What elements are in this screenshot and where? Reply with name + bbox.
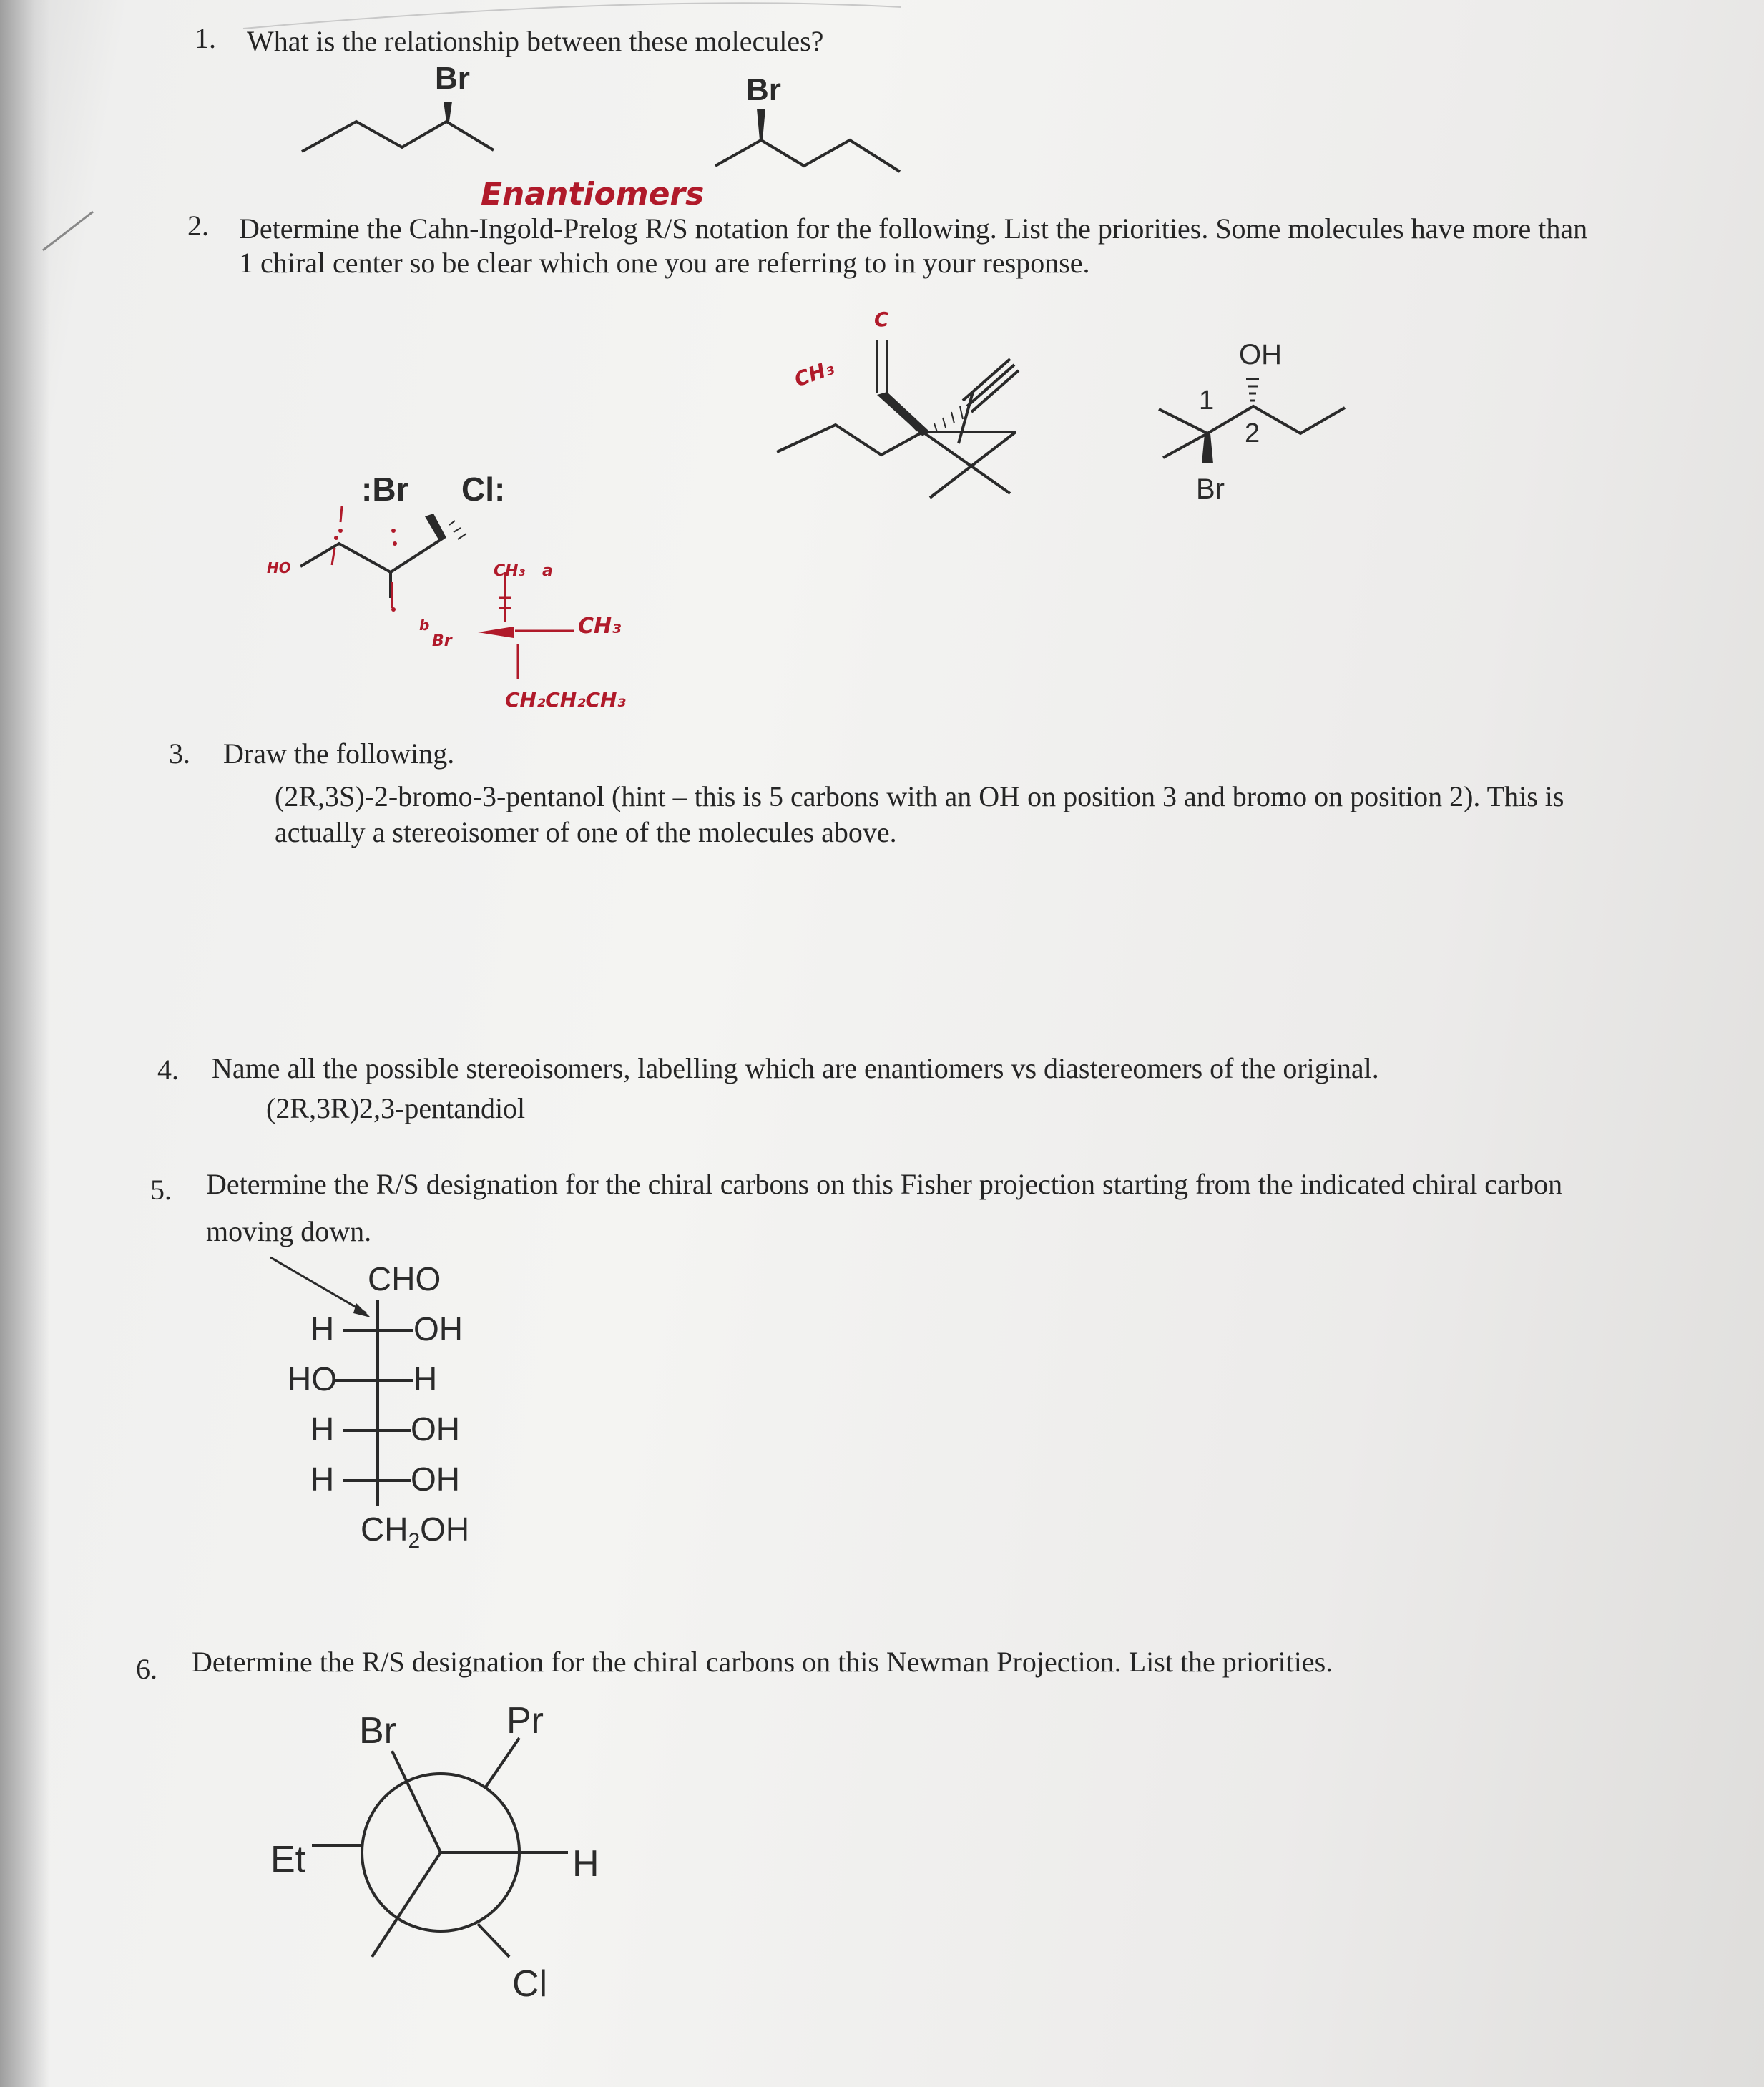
q2-mol1-br-small: Br bbox=[432, 632, 452, 650]
q3-text: Draw the following. bbox=[223, 737, 455, 770]
fischer-row2-right: H bbox=[413, 1360, 438, 1398]
q2-molecule-3 bbox=[1159, 379, 1345, 463]
fischer-indicator-arrow bbox=[353, 1303, 371, 1317]
fischer-projection bbox=[270, 1257, 413, 1506]
q1-mol2-br: Br bbox=[746, 72, 781, 107]
q3-number: 3. bbox=[169, 737, 190, 770]
q2-mol1-ho-label: HO bbox=[267, 559, 291, 576]
newman-pr: Pr bbox=[506, 1700, 544, 1742]
newman-et: Et bbox=[270, 1839, 306, 1880]
q1-molecule-1 bbox=[302, 102, 494, 152]
newman-cl: Cl bbox=[512, 1963, 548, 2005]
q3-line2: actually a stereoisomer of one of the molecules above. bbox=[275, 816, 897, 848]
q4-sub: (2R,3R)2,3-pentandiol bbox=[266, 1092, 526, 1124]
q1-answer-handwritten: Enantiomers bbox=[481, 176, 705, 212]
q1-mol1-br: Br bbox=[435, 61, 470, 96]
q1-text: What is the relationship between these molecules? bbox=[247, 25, 824, 57]
q2-mol1-ch3-label: CH₃ bbox=[494, 562, 526, 580]
q1-number: 1. bbox=[195, 22, 216, 54]
fischer-top: CHO bbox=[368, 1260, 441, 1297]
q2-mol1-b-label: b bbox=[419, 617, 430, 634]
q6-number: 6. bbox=[136, 1653, 157, 1685]
fischer-bottom: $CH_2OH$ bbox=[361, 1511, 470, 1553]
fischer-row4-left: H bbox=[310, 1460, 335, 1498]
q2-mol2-ch3-label: CH₃ bbox=[791, 355, 838, 392]
q2-mol3-num1: 1 bbox=[1199, 386, 1215, 416]
fischer-row3-left: H bbox=[310, 1410, 335, 1448]
newman-projection bbox=[312, 1738, 568, 1957]
fischer-row3-right: OH bbox=[411, 1410, 460, 1448]
q3-line1: (2R,3S)-2-bromo-3-pentanol (hint – this is 5 carbons with an OH on position 3 and bromo on position 2). This is bbox=[275, 780, 1564, 812]
q2-number: 2. bbox=[187, 210, 209, 242]
fischer-row2-left: HO bbox=[288, 1360, 337, 1398]
fischer-row4-right: OH bbox=[411, 1460, 460, 1498]
newman-br: Br bbox=[359, 1710, 396, 1752]
q5-text-line1: Determine the R/S designation for the chiral carbons on this Fisher projection starting from the indicated chiral carbon bbox=[206, 1168, 1563, 1200]
q2-mol3-num2: 2 bbox=[1245, 418, 1260, 448]
q2-text-line1: Determine the Cahn-Ingold-Prelog R/S notation for the following. List the priorities. Some molecules have more than bbox=[239, 212, 1588, 245]
margin-mark bbox=[43, 212, 93, 250]
q2-molecule-1 bbox=[300, 506, 574, 679]
q2-mol1-cl: Cl: bbox=[461, 471, 506, 508]
page-curve-line bbox=[243, 3, 901, 29]
q2-text-line2: 1 chiral center so be clear which one you are referring to in your response. bbox=[239, 247, 1090, 279]
q4-text: Name all the possible stereoisomers, labelling which are enantiomers vs diastereomers of the original. bbox=[212, 1052, 1379, 1084]
q2-mol1-br: :Br bbox=[361, 471, 409, 508]
q2-mol1-chain: CH₂CH₂CH₃ bbox=[505, 688, 626, 712]
q1-molecule-2 bbox=[715, 109, 900, 172]
fischer-row1-right: OH bbox=[413, 1310, 463, 1347]
q2-molecule-2 bbox=[777, 340, 1019, 498]
q2-mol3-br: Br bbox=[1196, 473, 1225, 505]
q2-mol2-c-label: C bbox=[874, 308, 889, 331]
fischer-row1-left: H bbox=[310, 1310, 335, 1347]
q5-text-line2: moving down. bbox=[206, 1215, 372, 1247]
q2-mol1-ch3-right: CH₃ bbox=[578, 614, 622, 639]
q2-mol3-oh: OH bbox=[1239, 339, 1282, 370]
q5-number: 5. bbox=[150, 1174, 172, 1206]
newman-h: H bbox=[572, 1843, 599, 1885]
q2-mol1-a-label: a bbox=[542, 562, 553, 580]
q6-text: Determine the R/S designation for the chiral carbons on this Newman Projection. List the priorities. bbox=[192, 1646, 1333, 1678]
q4-number: 4. bbox=[157, 1054, 179, 1086]
